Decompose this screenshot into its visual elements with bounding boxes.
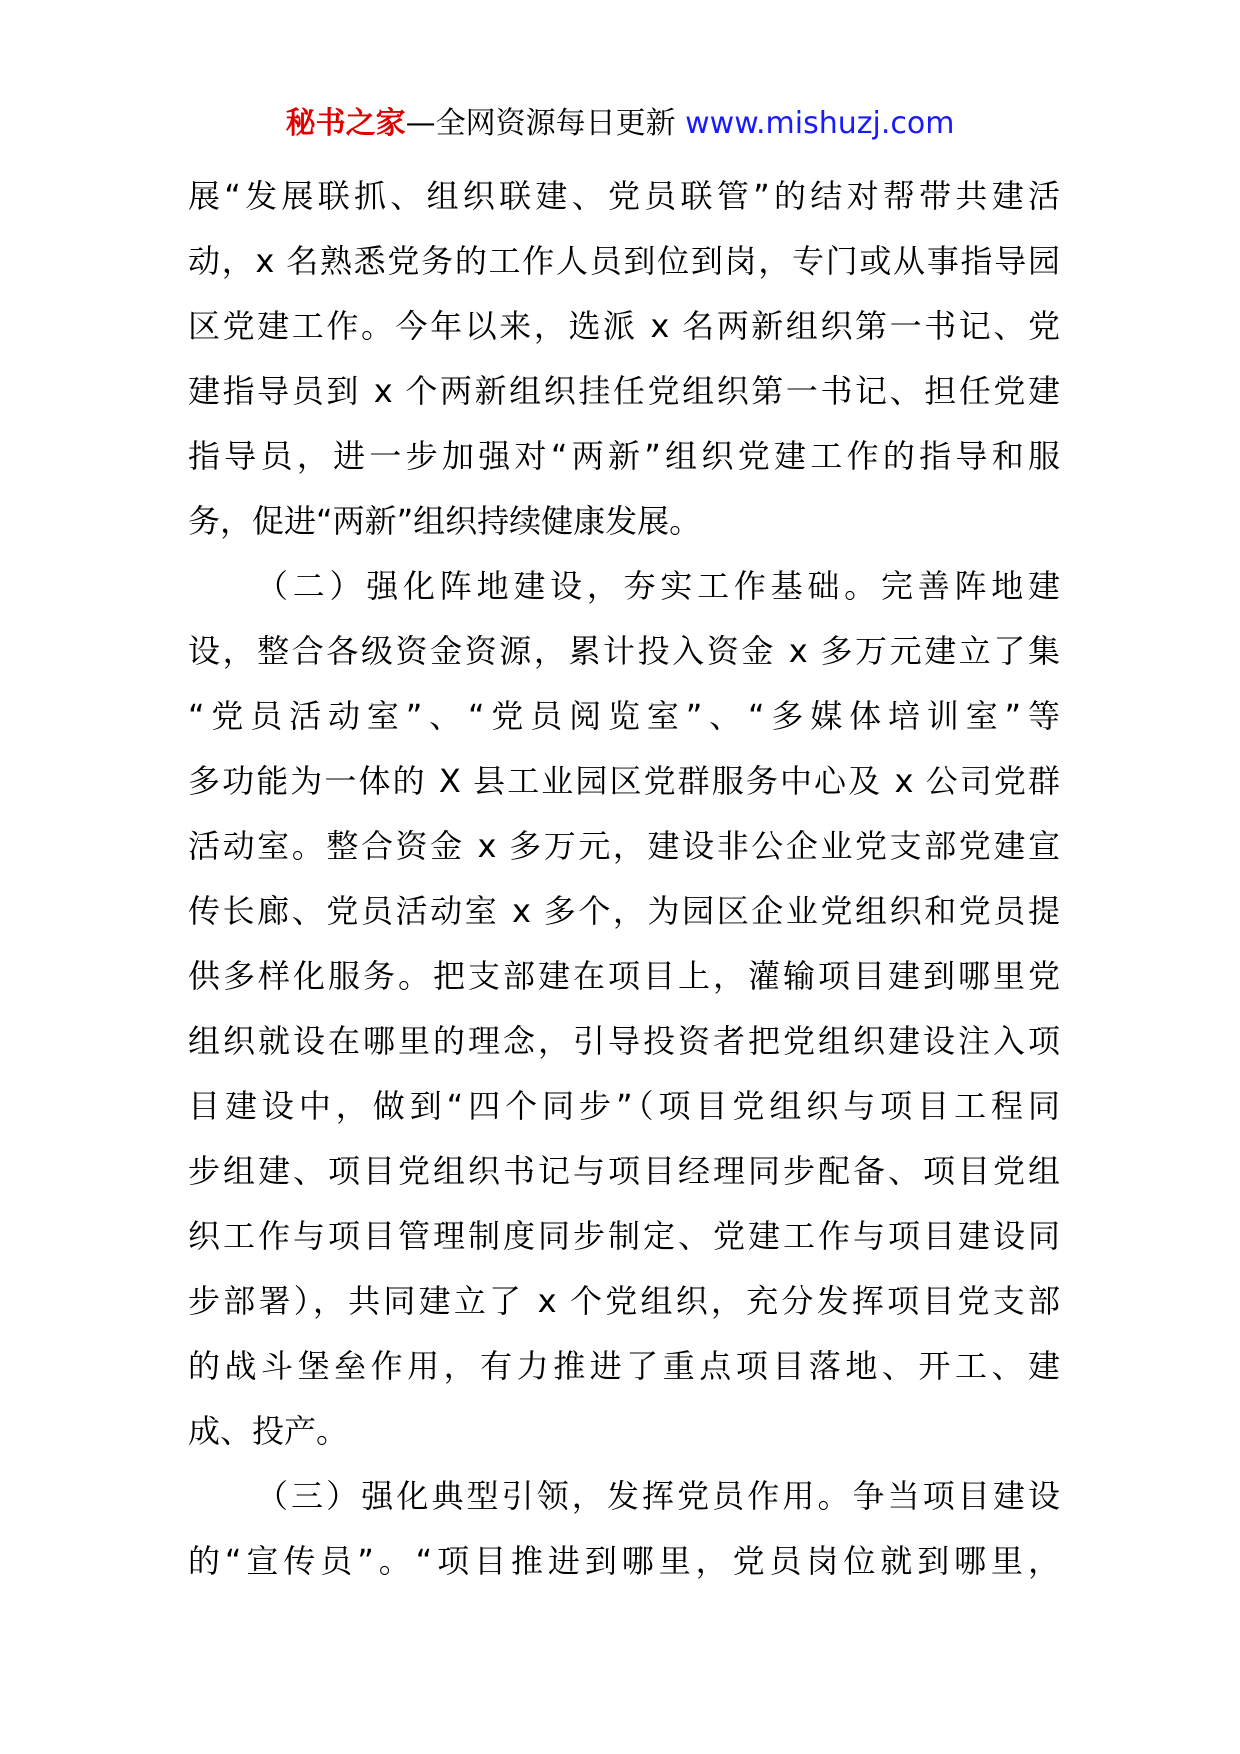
- text-line: 的战斗堡垒作用，有力推进了重点项目落地、开工、建: [188, 1347, 1060, 1385]
- section-heading-line: （二）强化阵地建设，夯实工作基础。完善阵地建: [256, 567, 1060, 605]
- page-header: [0, 100, 1240, 148]
- text-line: 织工作与项目管理制度同步制定、党建工作与项目建设同: [188, 1217, 1060, 1255]
- text-line: 建指导员到 x 个两新组织挂任党组织第一书记、担任党建: [188, 372, 1060, 410]
- text-line: 成、投产。: [188, 1412, 349, 1450]
- header-tagline: —全网资源每日更新: [405, 106, 686, 141]
- text-line: 步部署），共同建立了 x 个党组织，充分发挥项目党支部: [188, 1282, 1060, 1320]
- section-heading-line: （三）强化典型引领，发挥党员作用。争当项目建设: [256, 1477, 1060, 1515]
- text-line: 步组建、项目党组织书记与项目经理同步配备、项目党组: [188, 1152, 1060, 1190]
- text-line: 动，x 名熟悉党务的工作人员到位到岗，专门或从事指导园: [188, 242, 1060, 280]
- text-line: 务，促进“两新”组织持续健康发展。: [188, 502, 702, 540]
- website-link[interactable]: www.mishuzj.com: [685, 106, 955, 141]
- text-line: 指导员，进一步加强对“两新”组织党建工作的指导和服: [188, 437, 1060, 475]
- text-line: “党员活动室”、“党员阅览室”、“多媒体培训室”等: [188, 697, 1060, 735]
- text-line: 目建设中，做到“四个同步”（项目党组织与项目工程同: [188, 1087, 1060, 1125]
- text-line: 展“发展联抓、组织联建、党员联管”的结对帮带共建活: [188, 177, 1060, 215]
- text-line: 供多样化服务。把支部建在项目上，灌输项目建到哪里党: [188, 957, 1060, 995]
- text-line: 活动室。整合资金 x 多万元，建设非公企业党支部党建宣: [188, 827, 1060, 865]
- text-line: 的“宣传员”。“项目推进到哪里，党员岗位就到哪里，: [188, 1542, 1060, 1580]
- text-line: 传长廊、党员活动室 x 多个，为园区企业党组织和党员提: [188, 892, 1060, 930]
- text-line: 设，整合各级资金资源，累计投入资金 x 多万元建立了集: [188, 632, 1060, 670]
- body-text: [188, 164, 1060, 1594]
- text-line: 多功能为一体的 X 县工业园区党群服务中心及 x 公司党群: [188, 762, 1060, 800]
- text-line: 区党建工作。今年以来，选派 x 名两新组织第一书记、党: [188, 307, 1060, 345]
- text-line: 组织就设在哪里的理念，引导投资者把党组织建设注入项: [188, 1022, 1060, 1060]
- brand-name: 秘书之家: [285, 106, 406, 141]
